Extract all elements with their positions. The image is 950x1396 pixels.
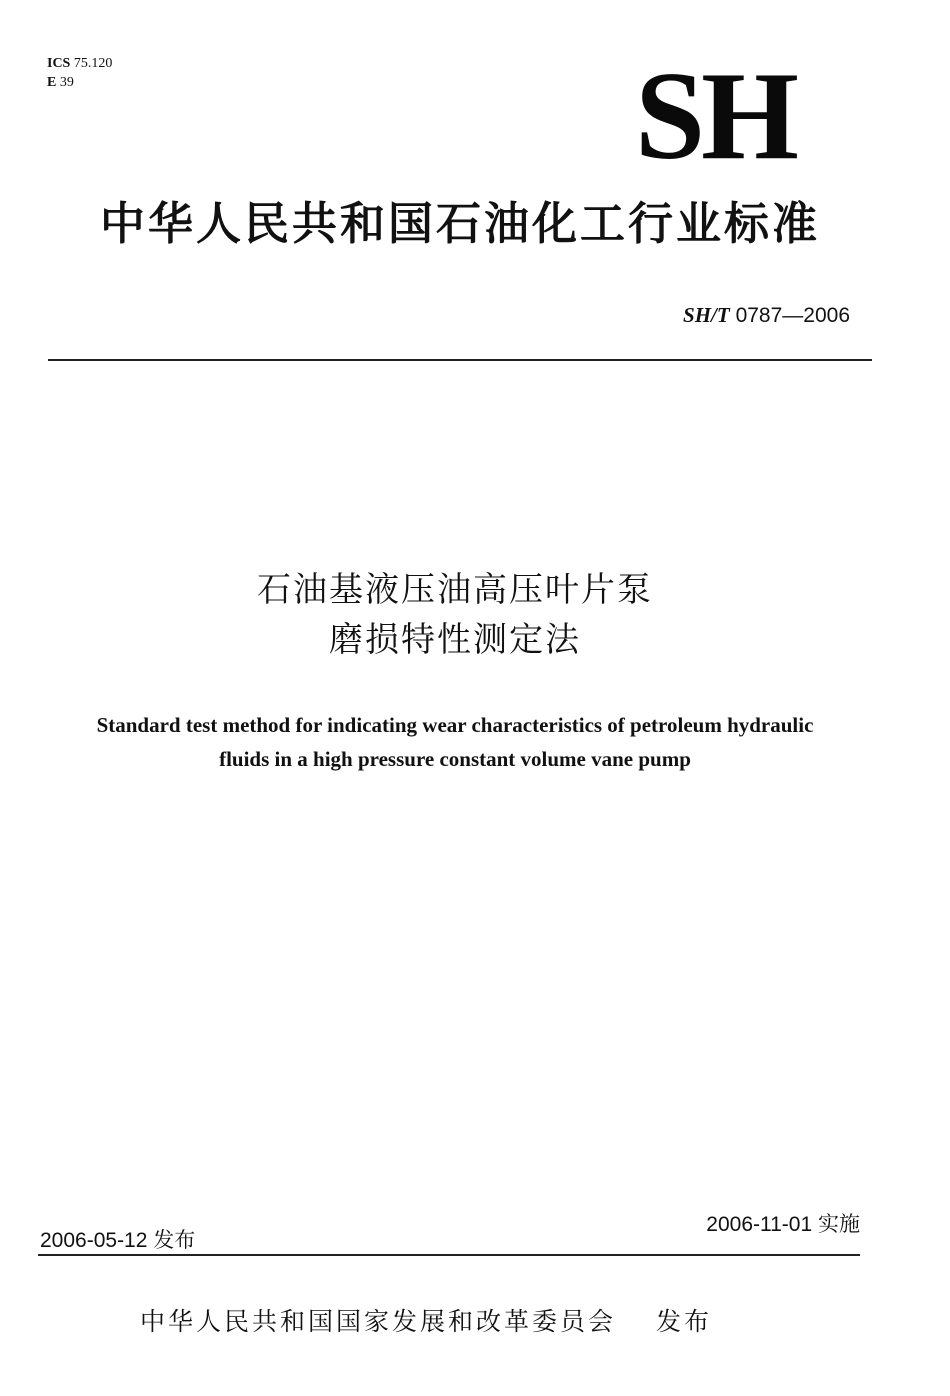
publisher-name: 中华人民共和国国家发展和改革委员会: [140, 1307, 617, 1336]
standard-number: [683, 300, 850, 331]
classification-codes: [47, 54, 112, 92]
english-title-line-1: Standard test method for indicating wear characteristics of petroleum hydraulic: [96, 713, 814, 737]
english-title-line-2: fluids in a high pressure constant volume vane pump: [219, 747, 691, 771]
category-code: E 39: [47, 75, 74, 90]
standard-code: 0787—2006: [735, 304, 850, 327]
publish-action: 发布: [656, 1307, 713, 1336]
chinese-title-line-1: 石油基液压油高压叶片泵: [257, 570, 653, 610]
industry-standard-title: 中华人民共和国石油化工行业标准: [99, 197, 820, 250]
ics-code: ICS 75.120: [47, 56, 113, 71]
english-title: [40, 708, 870, 776]
standard-prefix: SH/T: [683, 303, 730, 327]
implementation-date: 2006-11-01 实施: [706, 1213, 860, 1236]
sh-logo: SH: [634, 47, 796, 186]
issue-date: 2006-05-12 发布: [40, 1229, 196, 1252]
chinese-title-line-2: 磨损特性测定法: [329, 620, 581, 660]
top-divider: [48, 359, 872, 361]
bottom-divider: [38, 1254, 860, 1256]
chinese-title: [0, 565, 910, 665]
publisher-line: [140, 1302, 712, 1342]
